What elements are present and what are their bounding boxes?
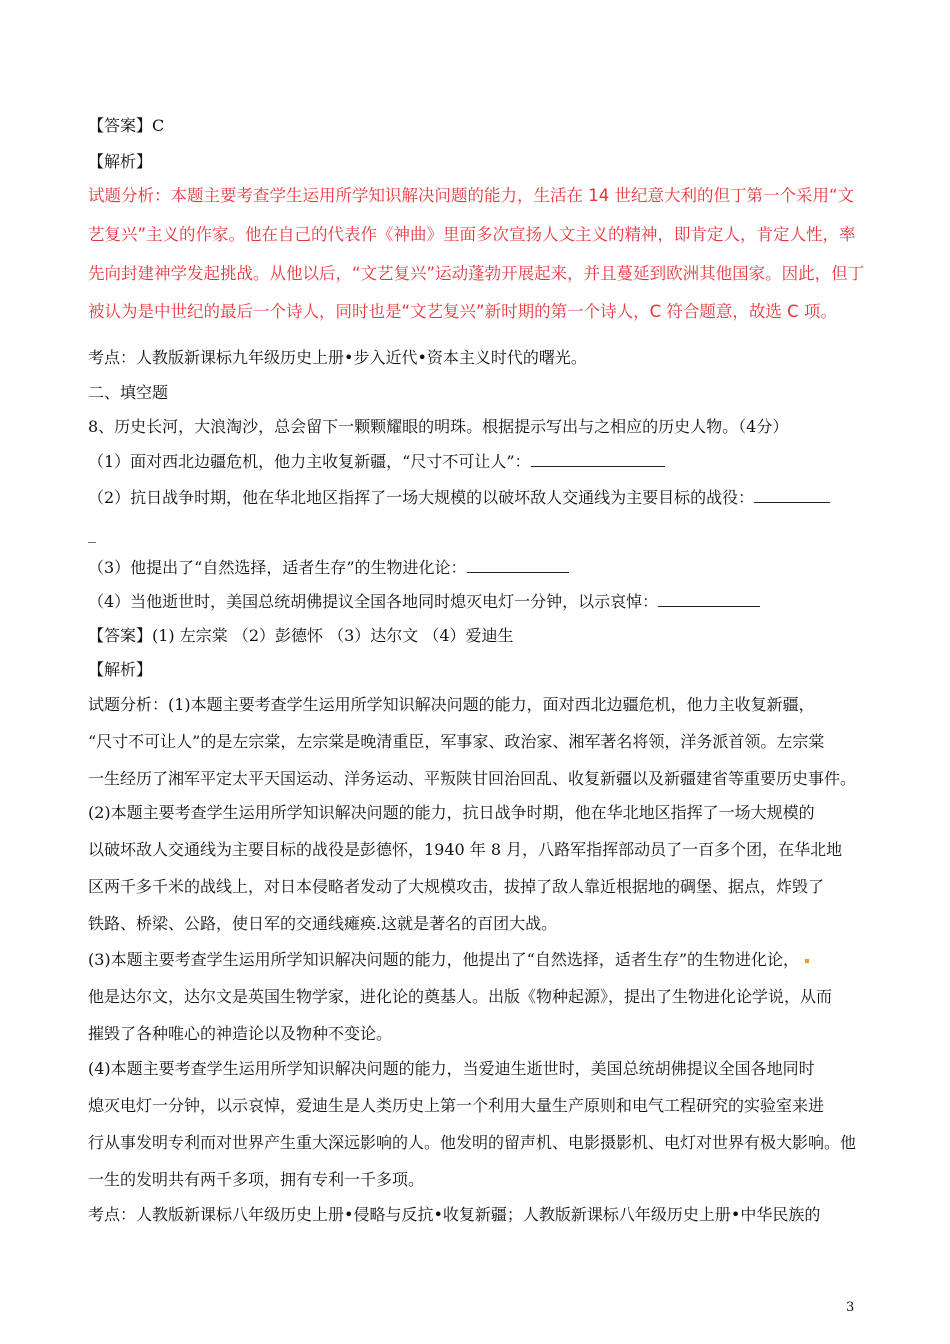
question-text: （1）面对西北边疆危机，他力主收复新疆，“尺寸不可让人”： [88,452,531,471]
analysis-line: 行从事发明专利而对世界产生重大深远影响的人。他发明的留声机、电影摄影机、电灯对世界有极大影响。他 [88,1133,857,1152]
question-text: （4）当他逝世时，美国总统胡佛提议全国各地同时熄灭电灯一分钟，以示哀悼： [88,592,659,611]
analysis-line: 他是达尔文，达尔文是英国生物学家，进化论的奠基人。出版《物种起源》，提出了生物进化论学说，从而 [88,987,833,1006]
answer-label-2: 【答案】(1) 左宗棠 （2）彭德怀 （3）达尔文 （4）爱迪生 [88,626,514,645]
red-analysis-line: 先向封建神学发起挑战。从他以后，“文艺复兴”运动蓬勃开展起来，并且蔓延到欧洲其他国家。因此，但丁 [88,264,865,283]
answer-label-1: 【答案】C [88,116,165,135]
question-text: （3）他提出了“自然选择，适者生存”的生物进化论： [88,558,467,577]
section-heading: 二、填空题 [88,383,169,402]
question-text: （2）抗日战争时期，他在华北地区指挥了一场大规模的以破坏敌人交通线为主要目标的战役： [88,488,755,507]
question-8-3 [88,558,569,578]
analysis-line: 试题分析：(1)本题主要考查学生运用所学知识解决问题的能力，面对西北边疆危机，他力主收复新疆， [88,695,815,714]
kaodian-2: 考点：人教版新课标八年级历史上册•侵略与反抗•收复新疆；人教版新课标八年级历史上册•中华民族的 [88,1205,821,1224]
analysis-line: 区两千多千米的战线上，对日本侵略者发动了大规模攻击，拔掉了敌人靠近根据地的碉堡、据点，炸毁了 [88,877,825,896]
answer-blank [658,592,760,607]
page-number: 3 [846,1300,855,1315]
answer-blank [467,558,569,573]
analysis-line [88,950,809,970]
analysis-text: (3)本题主要考查学生运用所学知识解决问题的能力，他提出了“自然选择，适者生存”的生物进化论， [88,950,800,969]
analysis-line: “尺寸不可让人”的是左宗棠，左宗棠是晚清重臣，军事家、政治家、湘军著名将领，洋务派首领。左宗棠 [88,732,825,751]
analysis-line: 以破坏敌人交通线为主要目标的战役是彭德怀，1940 年 8 月，八路军指挥部动员了一百多个团，在华北地 [88,840,843,859]
analysis-line: (4)本题主要考查学生运用所学知识解决问题的能力，当爱迪生逝世时，美国总统胡佛提议全国各地同时 [88,1059,815,1078]
analysis-heading-2: 【解析】 [88,660,153,679]
analysis-line: 熄灭电灯一分钟，以示哀悼，爱迪生是人类历史上第一个利用大量生产原则和电气工程研究的实验室来进 [88,1096,825,1115]
question-8-2-continued: _ [88,524,96,543]
kaodian-1: 考点：人教版新课标九年级历史上册•步入近代•资本主义时代的曙光。 [88,348,587,367]
red-analysis-line: 艺复兴”主义的作家。他在自己的代表作《神曲》里面多次宣扬人文主义的精神，即肯定人，肯定人性，率 [88,225,856,244]
analysis-line: (2)本题主要考查学生运用所学知识解决问题的能力，抗日战争时期，他在华北地区指挥了一场大规模的 [88,803,815,822]
red-analysis-line: 被认为是中世纪的最后一个诗人，同时也是“文艺复兴”新时期的第一个诗人，C 符合题意，故选 C 项。 [88,302,837,321]
question-8-1 [88,452,665,472]
question-8-2 [88,488,830,508]
analysis-line: 摧毁了各种唯心的神造论以及物种不变论。 [88,1024,393,1043]
analysis-line: 铁路、桥梁、公路，使日军的交通线瘫痪.这就是著名的百团大战。 [88,914,558,933]
analysis-line: 一生的发明共有两千多项，拥有专利一千多项。 [88,1170,425,1189]
question-8: 8、历史长河，大浪淘沙，总会留下一颗颗耀眼的明珠。根据提示写出与之相应的历史人物。（4分） [88,417,789,436]
analysis-line: 一生经历了湘军平定太平天国运动、洋务运动、平叛陕甘回治回乱、收复新疆以及新疆建省等重要历史事件。 [88,769,857,788]
question-8-4 [88,592,760,612]
answer-blank [531,452,665,467]
orange-dot-mark [805,959,809,963]
analysis-heading-1: 【解析】 [88,152,153,171]
answer-blank [754,488,830,503]
red-analysis-line: 试题分析：本题主要考查学生运用所学知识解决问题的能力，生活在 14 世纪意大利的但丁第一个采用“文 [88,186,855,205]
